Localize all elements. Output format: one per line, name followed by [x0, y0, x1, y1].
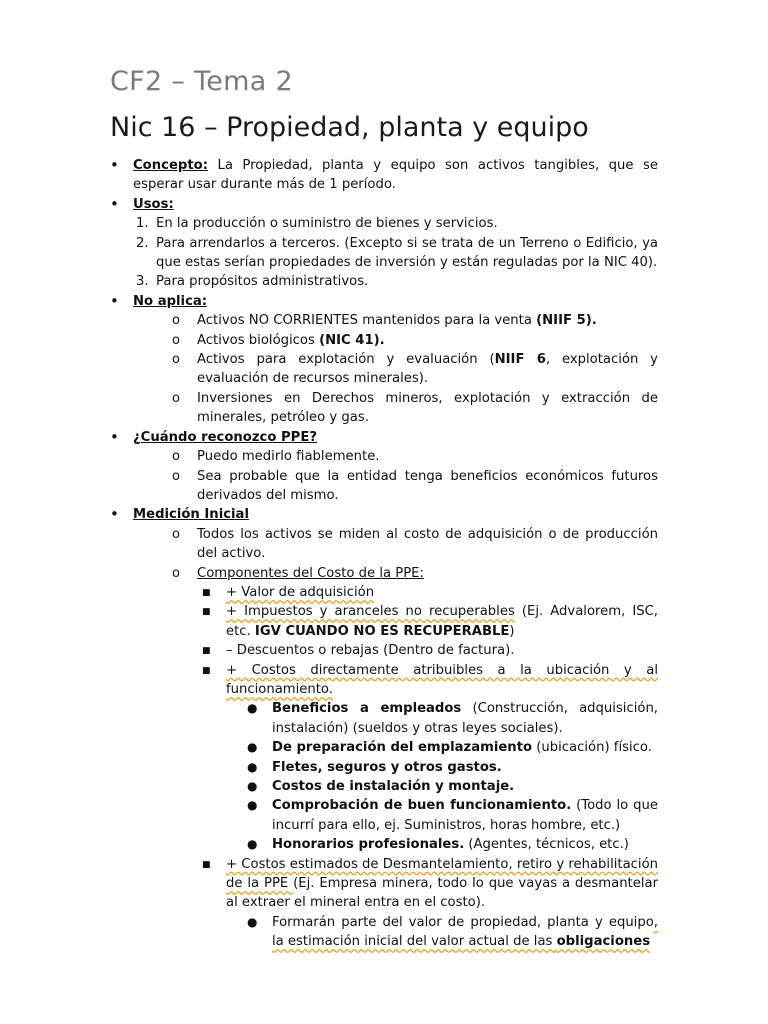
detail-text-2: , la estimación inicial del valor actual de las	[272, 914, 658, 950]
detail-bold: Honorarios profesionales.	[272, 837, 465, 853]
detail-item	[110, 913, 658, 952]
component-item	[110, 602, 658, 641]
item-text-2: (Ej. Advalorem, ISC, etc.	[226, 604, 658, 639]
list-item-medicion	[110, 505, 658, 524]
concepto-text: La Propiedad, planta y equipo son activos tangibles, que se esperar usar durante más de 1 período.	[133, 158, 658, 193]
square-marker: ■	[202, 665, 211, 676]
square-marker: ■	[202, 859, 211, 870]
item-ref: NIIF 6	[494, 352, 546, 368]
detail-text: (Construcción, adquisición, instalación) (sueldos y otras leyes sociales).	[272, 701, 658, 736]
no-aplica-label: No aplica:	[133, 293, 208, 309]
numbered-item-text: Para propósitos administrativos.	[156, 274, 369, 290]
circle-marker: o	[172, 449, 180, 465]
detail-text: (Agentes, técnicos, etc.)	[464, 837, 629, 853]
detail-bold: Fletes, seguros y otros gastos.	[272, 759, 502, 775]
numbered-item	[110, 272, 658, 291]
detail-bold: Beneficios a empleados	[272, 701, 462, 717]
number-marker: 2.	[136, 235, 149, 251]
number-marker: 3.	[136, 274, 149, 290]
sub-list-item	[110, 389, 658, 428]
dot-marker: ●	[247, 798, 258, 813]
list-item-concepto	[110, 156, 658, 195]
bullet-marker: •	[110, 505, 119, 524]
item-text: – Descuentos o rebajas (Dentro de factura).	[226, 643, 515, 659]
circle-marker: o	[172, 565, 180, 581]
detail-bold: Costos de instalación y montaje.	[272, 779, 515, 794]
item-text-3: )	[509, 623, 515, 639]
sub-list-item	[110, 350, 658, 389]
sub-list-item	[110, 331, 658, 350]
list-item-reconozco	[110, 428, 658, 447]
reconozco-label: ¿Cuándo reconozco PPE?	[133, 429, 318, 445]
item-text: Sea probable que la entidad tenga beneficios económicos futuros derivados del mismo.	[197, 468, 658, 503]
item-text-tail: , explotación y evaluación de recursos minerales).	[197, 352, 658, 387]
concepto-label: Concepto:	[133, 158, 208, 173]
sub-list-item	[110, 467, 658, 506]
item-text-2: (Ej. Empresa minera, todo lo que vayas a desmantelar al extraer el mineral entra en el costo).	[226, 876, 659, 911]
dot-marker: ●	[247, 740, 258, 755]
sub-list-item	[110, 525, 658, 564]
numbered-item-text: Para arrendarlos a terceros. (Excepto si se trata de un Terreno o Edificio, ya que estas serían propiedades de inversión y están reguladas por la NIC 40).	[156, 235, 658, 271]
detail-bold: Comprobación de buen funcionamiento.	[272, 798, 572, 814]
item-ref: (NIC 41).	[319, 332, 385, 348]
item-text: + Costos directamente atribuibles a la ubicación y al funcionamiento.	[226, 662, 658, 697]
dot-marker: ●	[247, 759, 258, 774]
item-text: Todos los activos se miden al costo de adquisición o de producción del activo.	[197, 526, 658, 562]
bullet-marker: •	[110, 156, 119, 174]
detail-text: Formarán parte del valor de propiedad, planta y equipo	[272, 914, 654, 930]
circle-marker: o	[172, 526, 180, 542]
number-marker: 1.	[136, 216, 149, 232]
sub-list-item	[110, 311, 658, 330]
dot-marker: ●	[247, 701, 258, 716]
component-item	[110, 661, 658, 700]
item-text-bold: IGV CUANDO NO ES RECUPERABLE	[254, 623, 510, 639]
detail-item	[110, 777, 658, 796]
sub-list-item	[110, 564, 658, 583]
item-text: Activos biológicos	[197, 332, 320, 348]
square-marker: ■	[202, 646, 211, 657]
square-marker: ■	[202, 587, 211, 598]
dot-marker: ●	[247, 779, 258, 793]
item-text: + Costos estimados de Desmantelamiento, retiro y rehabilitación de la PPE	[226, 856, 658, 892]
list-item-no-aplica	[110, 292, 658, 311]
item-ref: (NIIF 5).	[536, 313, 597, 329]
componentes-label: Componentes del Costo de la PPE:	[197, 565, 424, 581]
item-text: Activos NO CORRIENTES mantenidos para la venta	[197, 313, 537, 329]
item-text: + Impuestos y aranceles no recuperables	[226, 604, 515, 620]
medicion-label: Medición Inicial	[133, 507, 249, 523]
dot-marker: ●	[247, 837, 258, 852]
component-item	[110, 583, 658, 602]
detail-item	[110, 835, 658, 854]
dot-marker: ●	[247, 914, 258, 929]
detail-text: (ubicación) físico.	[532, 740, 652, 756]
circle-marker: o	[172, 468, 180, 484]
circle-marker: o	[172, 313, 180, 329]
document-body	[110, 156, 658, 952]
detail-item	[110, 738, 658, 757]
document-subtitle: CF2 – Tema 2	[110, 66, 293, 97]
circle-marker: o	[172, 390, 180, 406]
detail-bold: De preparación del emplazamiento	[272, 740, 533, 756]
item-text: Puedo medirlo fiablemente.	[197, 449, 380, 465]
numbered-item	[110, 234, 658, 273]
detail-text: (Todo lo que incurrí para ello, ej. Suministros, horas hombre, etc.)	[272, 798, 658, 833]
item-text: Activos para explotación y evaluación (	[197, 352, 495, 368]
list-item-usos	[110, 195, 658, 214]
square-marker: ■	[202, 607, 211, 618]
numbered-item	[110, 214, 658, 233]
detail-bold: obligaciones	[556, 934, 651, 950]
circle-marker: o	[172, 332, 180, 348]
item-text: Inversiones en Derechos mineros, explotación y extracción de minerales, petróleo y gas.	[197, 390, 658, 426]
detail-item	[110, 796, 658, 835]
detail-item	[110, 758, 658, 777]
bullet-marker: •	[110, 291, 119, 310]
sub-list-item	[110, 447, 658, 466]
bullet-marker: •	[110, 194, 119, 213]
component-item	[110, 855, 658, 913]
component-item	[110, 641, 658, 660]
circle-marker: o	[172, 352, 180, 368]
document-title: Nic 16 – Propiedad, planta y equipo	[110, 112, 589, 143]
usos-label: Usos:	[133, 196, 174, 212]
bullet-marker: •	[110, 427, 119, 446]
item-text: + Valor de adquisición	[226, 584, 375, 600]
numbered-item-text: En la producción o suministro de bienes y servicios.	[156, 216, 498, 232]
detail-item	[110, 699, 658, 738]
